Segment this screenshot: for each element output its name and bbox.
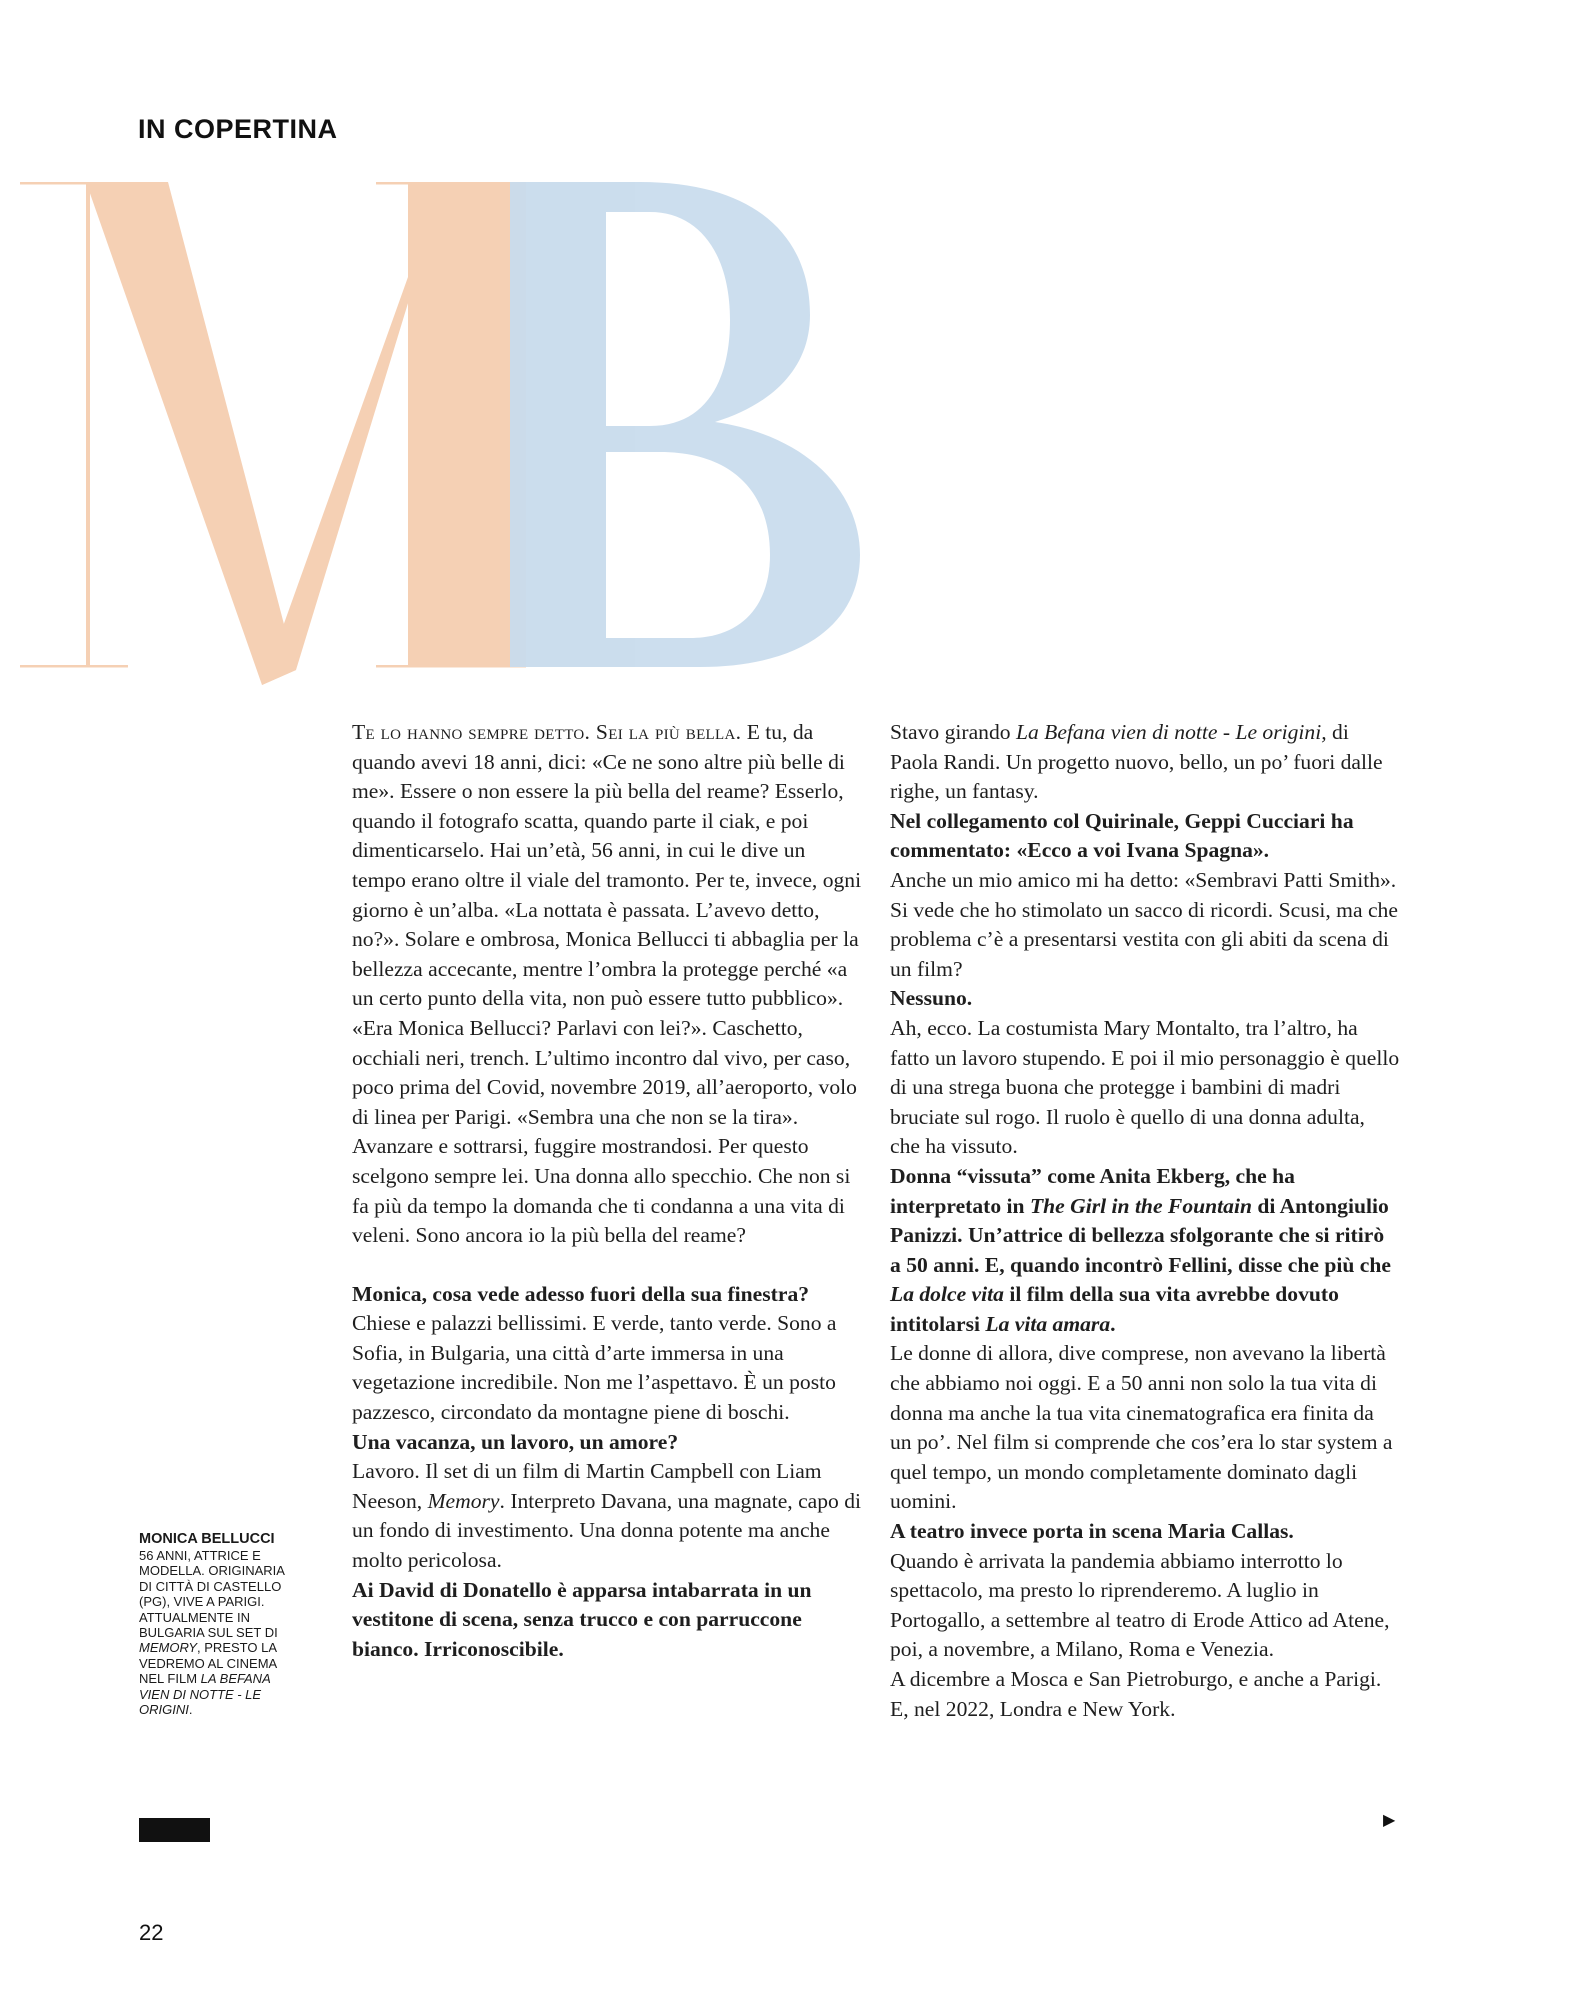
answer-2: Lavoro. Il set di un film di Martin Campbell con Liam Neeson, Memory. Interpreto Davana, una magnate, capo di un fondo di investimento. Una donna potente ma anche molto pericolosa.: [352, 1459, 862, 1573]
continue-arrow-icon: ▶: [1383, 1812, 1396, 1829]
answer-7b: A dicembre a Mosca e San Pietroburgo, e anche a Parigi. E, nel 2022, Londra e New York.: [890, 1667, 1382, 1721]
photo-caption: [139, 1531, 289, 1717]
film-title-dolce-vita: La dolce vita: [890, 1282, 1004, 1307]
intro-paragraph-2: «Era Monica Bellucci? Parlavi con lei?». Caschetto, occhiali neri, trench. L’ultimo incontro dal vivo, per caso, poco prima del Covid, novembre 2019, all’aeroporto, volo di linea per Parigi. «Sembra una che non se la tira». Avanzare e sottrarsi, fuggire mostrandosi. Per questo scelgono sempre lei. Una donna allo specchio. Che non si fa più da tempo la domanda che ti condanna a una vita di veleni. Sono ancora io la più bella del reame?: [352, 1015, 857, 1248]
answer-1: Chiese e palazzi bellissimi. E verde, tanto verde. Sono a Sofia, in Bulgaria, una città d’arte immersa in una vegetazione incredibile. Non me l’aspettavo. È un posto pazzesco, circondato da montagne piene di boschi.: [352, 1311, 837, 1425]
answer-5: Ah, ecco. La costumista Mary Montalto, tra l’altro, ha fatto un lavoro stupendo. E poi il mio personaggio è quello di una strega buona che protegge i bambini di madri bruciate sul rogo. Il ruolo è quello di una donna adulta, che ha vissuto.: [890, 1015, 1400, 1159]
question-5: Nessuno.: [890, 986, 973, 1011]
caption-bar: [139, 1818, 210, 1842]
answer-3: Stavo girando La Befana vien di notte - Le origini, di Paola Randi. Un progetto nuovo, bello, un po’ fuori dalle righe, un fantasy.: [890, 720, 1383, 804]
caption-name: MONICA BELLUCCI: [139, 1531, 275, 1547]
article-column-2: [890, 718, 1400, 1724]
question-4: Nel collegamento col Quirinale, Geppi Cucciari ha commentato: «Ecco a voi Ivana Spagna».: [890, 808, 1354, 863]
film-title-memory: Memory: [427, 1488, 500, 1513]
question-3: Ai David di Donatello è apparsa intabarrata in un vestitone di scena, senza trucco e con parruccone bianco. Irriconoscibile.: [352, 1577, 812, 1661]
film-title-befana: La Befana vien di notte - Le origini,: [1015, 720, 1327, 744]
lead-in: Te lo hanno sempre detto. Sei la più bella.: [352, 720, 742, 744]
caption-text: 56 ANNI, ATTRICE E MODELLA. ORIGINARIA DI CITTÀ DI CASTELLO (PG), VIVE A PARIGI. ATTUALMENTE IN BULGARIA SUL SET DI MEMORY, PRESTO LA VEDREMO AL CINEMA NEL FILM LA BEFANA VIEN DI NOTTE - LE ORIGINI.: [139, 1548, 285, 1718]
film-title-vita-amara: La vita amara: [985, 1311, 1111, 1336]
answer-4: Anche un mio amico mi ha detto: «Sembravi Patti Smith». Si vede che ho stimolato un sacco di ricordi. Scusi, ma che problema c’è a presentarsi vestita con gli abiti da scena di un film?: [890, 867, 1398, 981]
monogram-letter-b: [510, 182, 860, 667]
question-2: Una vacanza, un lavoro, un amore?: [352, 1429, 679, 1454]
section-label: IN COPERTINA: [138, 114, 338, 144]
intro-body: E tu, da quando avevi 18 anni, dici: «Ce ne sono altre più belle di me». Essere o non essere la più bella del reame? Esserlo, quando il fotografo scatta, quando parte il ciak, e poi dimenticarselo. Hai un’età, 56 anni, in cui le dive un tempo erano oltre il viale del tramonto. Per te, invece, ogni giorno è un’alba. «La nottata è passata. L’avevo detto, no?». Solare e ombrosa, Monica Bellucci ti abbaglia per la bellezza accecante, mentre l’ombra la protegge perché «a un certo punto della vita, non può essere tutto pubblico».: [352, 720, 862, 1011]
answer-6: Le donne di allora, dive comprese, non avevano la libertà che abbiamo noi oggi. E a 50 anni non solo la tua vita di donna ma anche la tua vita cinematografica era finita da un po’. Nel film si comprende che cos’era lo star system a quel tempo, un mondo completamente dominato dagli uomini.: [890, 1341, 1393, 1514]
question-7: A teatro invece porta in scena Maria Callas.: [890, 1519, 1294, 1544]
question-6: Donna “vissuta” come Anita Ekberg, che ha interpretato in The Girl in the Fountain di Antongiulio Panizzi. Un’attrice di bellezza sfolgorante che si ritirò a 50 anni. E, quando incontrò Fellini, disse che più che La dolce vita il film della sua vita avrebbe dovuto intitolarsi La vita amara.: [890, 1163, 1391, 1336]
monogram-letter-m: [20, 182, 526, 685]
intro-paragraph: [352, 718, 862, 1014]
film-title-girl-fountain: The Girl in the Fountain: [1029, 1193, 1252, 1218]
mb-monogram: [0, 170, 880, 690]
page-number: 22: [139, 1920, 164, 1945]
question-1: Monica, cosa vede adesso fuori della sua finestra?: [352, 1281, 810, 1306]
article-column-1: [352, 718, 862, 1664]
answer-7a: Quando è arrivata la pandemia abbiamo interrotto lo spettacolo, ma presto lo riprenderemo. A luglio in Portogallo, a settembre al teatro di Erode Attico ad Atene, poi, a novembre, a Milano, Roma e Venezia.: [890, 1548, 1390, 1662]
